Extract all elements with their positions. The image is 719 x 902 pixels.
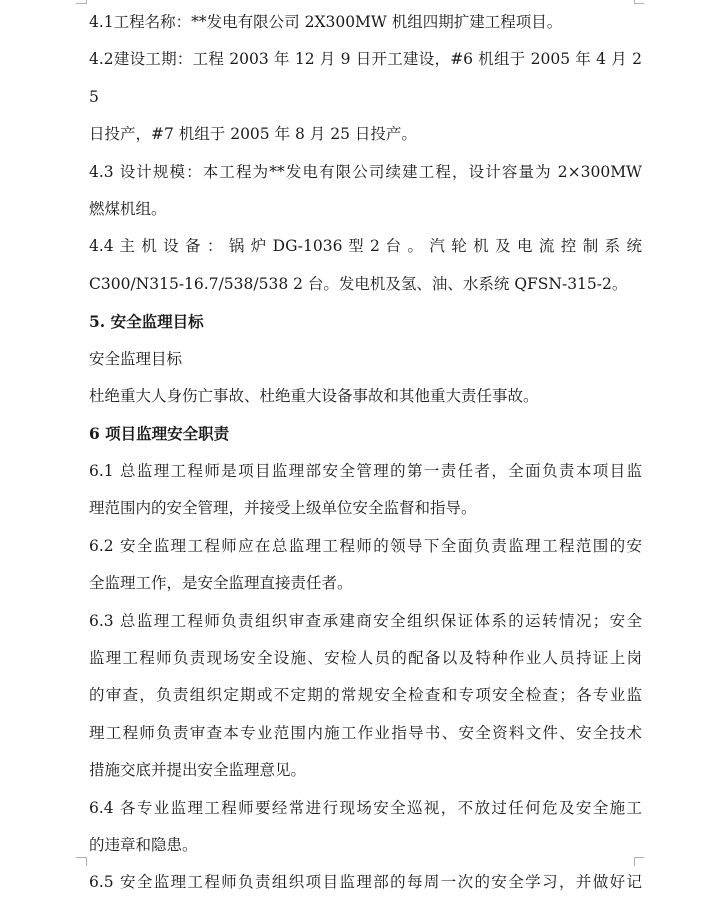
- section-heading-5: 5. 安全监理目标: [89, 312, 204, 332]
- paragraph-6-5: [89, 864, 642, 901]
- text-line: 4.2建设工期：工程 2003 年 12 月 9 日开工建设，#6 机组于 2005 年 4 月 25: [89, 50, 642, 106]
- text-line: 全监理工作，是安全监理直接责任者。: [89, 574, 353, 593]
- paragraph-4-2: [89, 41, 642, 153]
- text-line: 的违章和隐患。: [89, 835, 198, 854]
- document-body: [89, 4, 642, 902]
- text-line: 4.1工程名称：**发电有限公司 2X300MW 机组四期扩建工程项目。: [89, 13, 563, 31]
- paragraph-4-1: [89, 4, 642, 41]
- text-line: 的审查，负责组织定期或不定期的常规安全检查和专项安全检查；各专业监: [89, 686, 642, 705]
- crop-mark-top-left: [76, 3, 86, 4]
- crop-mark-top-left: [86, 0, 87, 4]
- paragraph-6-3: [89, 603, 642, 790]
- section-heading-6: 6 项目监理安全职责: [89, 424, 230, 444]
- paragraph-5-goal: [89, 378, 642, 415]
- text-line: 理工程师负责审查本专业范围内施工作业指导书、安全资料文件、安全技术: [89, 723, 642, 742]
- text-line: 6.4 各专业监理工程师要经常进行现场安全巡视，不放过任何危及安全施工: [89, 798, 642, 817]
- crop-mark-bottom-left: [86, 857, 87, 866]
- text-line: 6.3 总监理工程师负责组织审查承建商安全组织保证体系的运转情况；安全: [89, 611, 642, 630]
- text-line: 监理工程师负责现场安全设施、安检人员的配备以及特种作业人员持证上岗: [89, 648, 642, 667]
- text-line: 6.5 安全监理工程师负责组织项目监理部的每周一次的安全学习，并做好记: [89, 873, 642, 892]
- paragraph-4-4: [89, 228, 642, 303]
- text-line: C300/N315-16.7/538/538 2 台。发电机及氢、油、水系统 QFSN-315-2。: [89, 274, 628, 293]
- paragraph-6-2: [89, 528, 642, 603]
- text-line: 6.2 安全监理工程师应在总监理工程师的领导下全面负责监理工程范围的安: [89, 536, 642, 555]
- paragraph-4-3: [89, 154, 642, 229]
- text-line: 燃煤机组。: [89, 200, 167, 219]
- text-line: 安全监理目标: [89, 349, 183, 368]
- text-line: 日投产，#7 机组于 2005 年 8 月 25 日投产。: [89, 125, 417, 144]
- text-line: 4.3 设计规模：本工程为**发电有限公司续建工程，设计容量为 2×300MW: [89, 162, 642, 181]
- paragraph-5-title: [89, 341, 642, 378]
- text-line: 措施交底并提出安全监理意见。: [89, 761, 307, 780]
- paragraph-6-4: [89, 790, 642, 865]
- text-line: 4.4 主 机 设 备 ： 锅 炉 DG-1036 型 2 台 。 汽 轮 机 及 电 流 控 制 系 统: [89, 237, 642, 256]
- paragraph-6-1: [89, 453, 642, 528]
- crop-mark-bottom-left: [76, 857, 86, 858]
- text-line: 杜绝重大人身伤亡事故、杜绝重大设备事故和其他重大责任事故。: [89, 387, 539, 406]
- text-line: 6.1 总监理工程师是项目监理部安全管理的第一责任者，全面负责本项目监: [89, 461, 642, 480]
- text-line: 理范围内的安全管理，并接受上级单位安全监督和指导。: [89, 499, 477, 518]
